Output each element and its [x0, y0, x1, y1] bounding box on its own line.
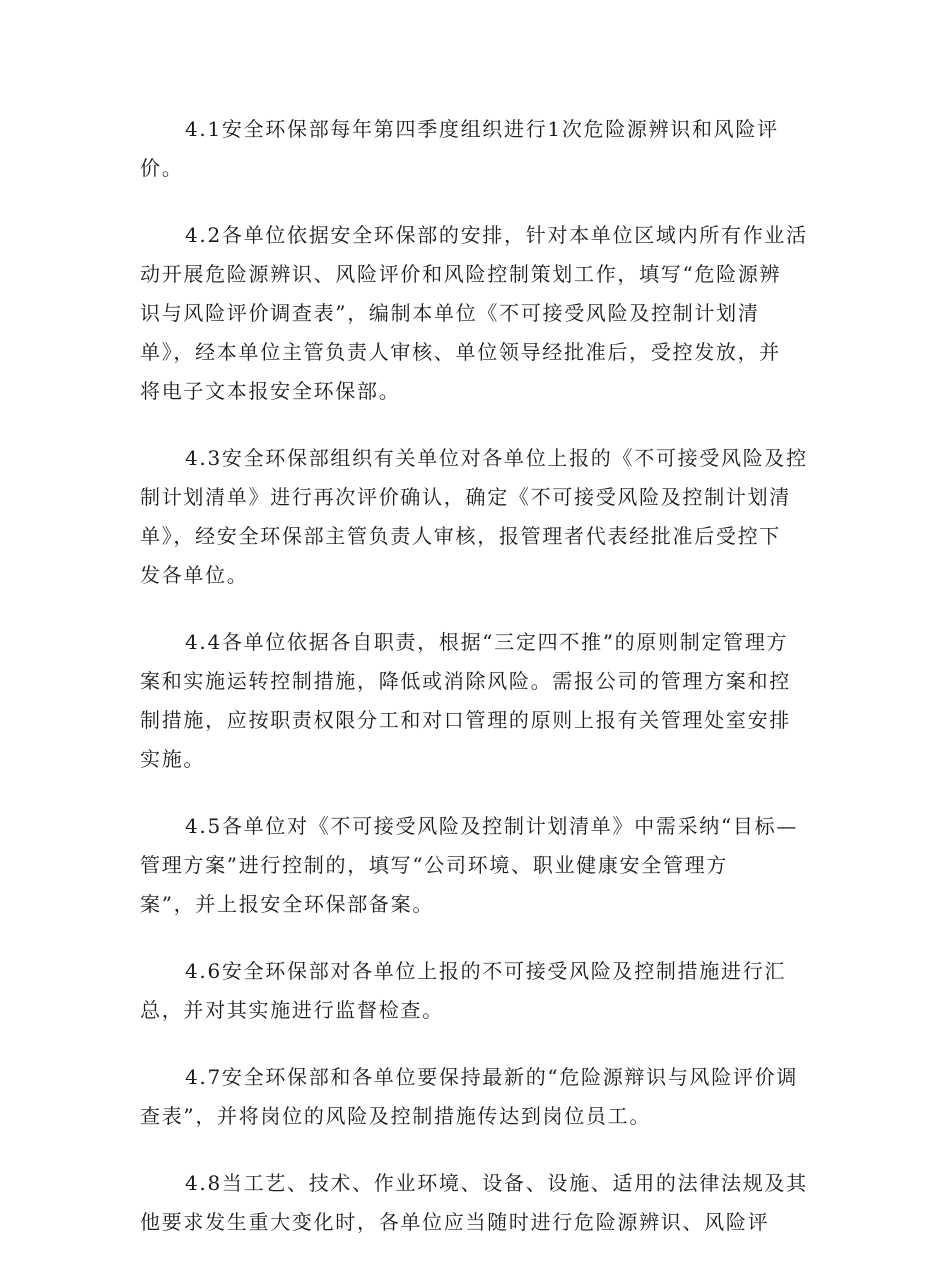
paragraph-line: 4.1安全环保部每年第四季度组织进行1次危险源辨识和风险评	[185, 117, 779, 141]
paragraph-line: 4.6安全环保部对各单位上报的不可接受风险及控制措施进行汇	[185, 959, 787, 983]
paragraph-4-8	[140, 1164, 810, 1242]
paragraph-line: 案”，并上报安全环保部备案。	[140, 892, 435, 916]
paragraph-line: 价。	[140, 156, 184, 180]
paragraph-line: 制计划清单》进行再次评价确认，确定《不可接受风险及控制计划清	[140, 485, 791, 509]
paragraph-4-7	[140, 1058, 810, 1136]
paragraph-line: 他要求发生重大变化时，各单位应当随时进行危险源辨识、风险评	[140, 1210, 770, 1234]
paragraph-line: 识与风险评价调查表”，编制本单位《不可接受风险及控制计划清	[140, 301, 760, 325]
paragraph-4-2	[140, 216, 810, 411]
paragraph-line: 动开展危险源辨识、风险评价和风险控制策划工作，填写“危险源辨	[140, 262, 782, 286]
paragraph-line: 4.2各单位依据安全环保部的安排，针对本单位区域内所有作业活	[185, 223, 808, 247]
paragraph-line: 4.4各单位依据各自职责，根据“三定四不推”的原则制定管理方	[185, 630, 789, 654]
paragraph-line: 4.3安全环保部组织有关单位对各单位上报的《不可接受风险及控	[185, 446, 808, 470]
paragraph-4-4	[140, 623, 810, 779]
paragraph-line: 4.7安全环保部和各单位要保持最新的“危险源辩识与风险评价调	[185, 1065, 799, 1089]
paragraph-line: 查表”，并将岗位的风险及控制措施传达到岗位员工。	[140, 1104, 652, 1128]
paragraph-line: 单》，经本单位主管负责人审核、单位领导经批准后，受控发放，并	[140, 340, 781, 364]
paragraph-4-3	[140, 439, 810, 595]
paragraph-line: 单》，经安全环保部主管负责人审核，报管理者代表经批准后受控下	[140, 524, 781, 548]
paragraph-4-6	[140, 952, 810, 1030]
paragraph-4-5	[140, 807, 810, 924]
paragraph-line: 发各单位。	[140, 563, 249, 587]
paragraph-line: 实施。	[140, 747, 206, 771]
paragraph-line: 案和实施运转控制措施，降低或消除风险。需报公司的管理方案和控	[140, 669, 791, 693]
paragraph-line: 4.5各单位对《不可接受风险及控制计划清单》中需采纳“目标—	[185, 814, 799, 838]
paragraph-4-1	[140, 110, 810, 188]
paragraph-line: 管理方案”进行控制的，填写“公司环境、职业健康安全管理方	[140, 853, 729, 877]
paragraph-line: 制措施，应按职责权限分工和对口管理的原则上报有关管理处室安排	[140, 708, 791, 732]
paragraph-line: 将电子文本报安全环保部。	[140, 379, 401, 403]
paragraph-line: 总，并对其实施进行监督检查。	[140, 998, 444, 1022]
document-body	[140, 110, 810, 1270]
paragraph-line: 4.8当工艺、技术、作业环境、设备、设施、适用的法律法规及其	[185, 1171, 808, 1195]
